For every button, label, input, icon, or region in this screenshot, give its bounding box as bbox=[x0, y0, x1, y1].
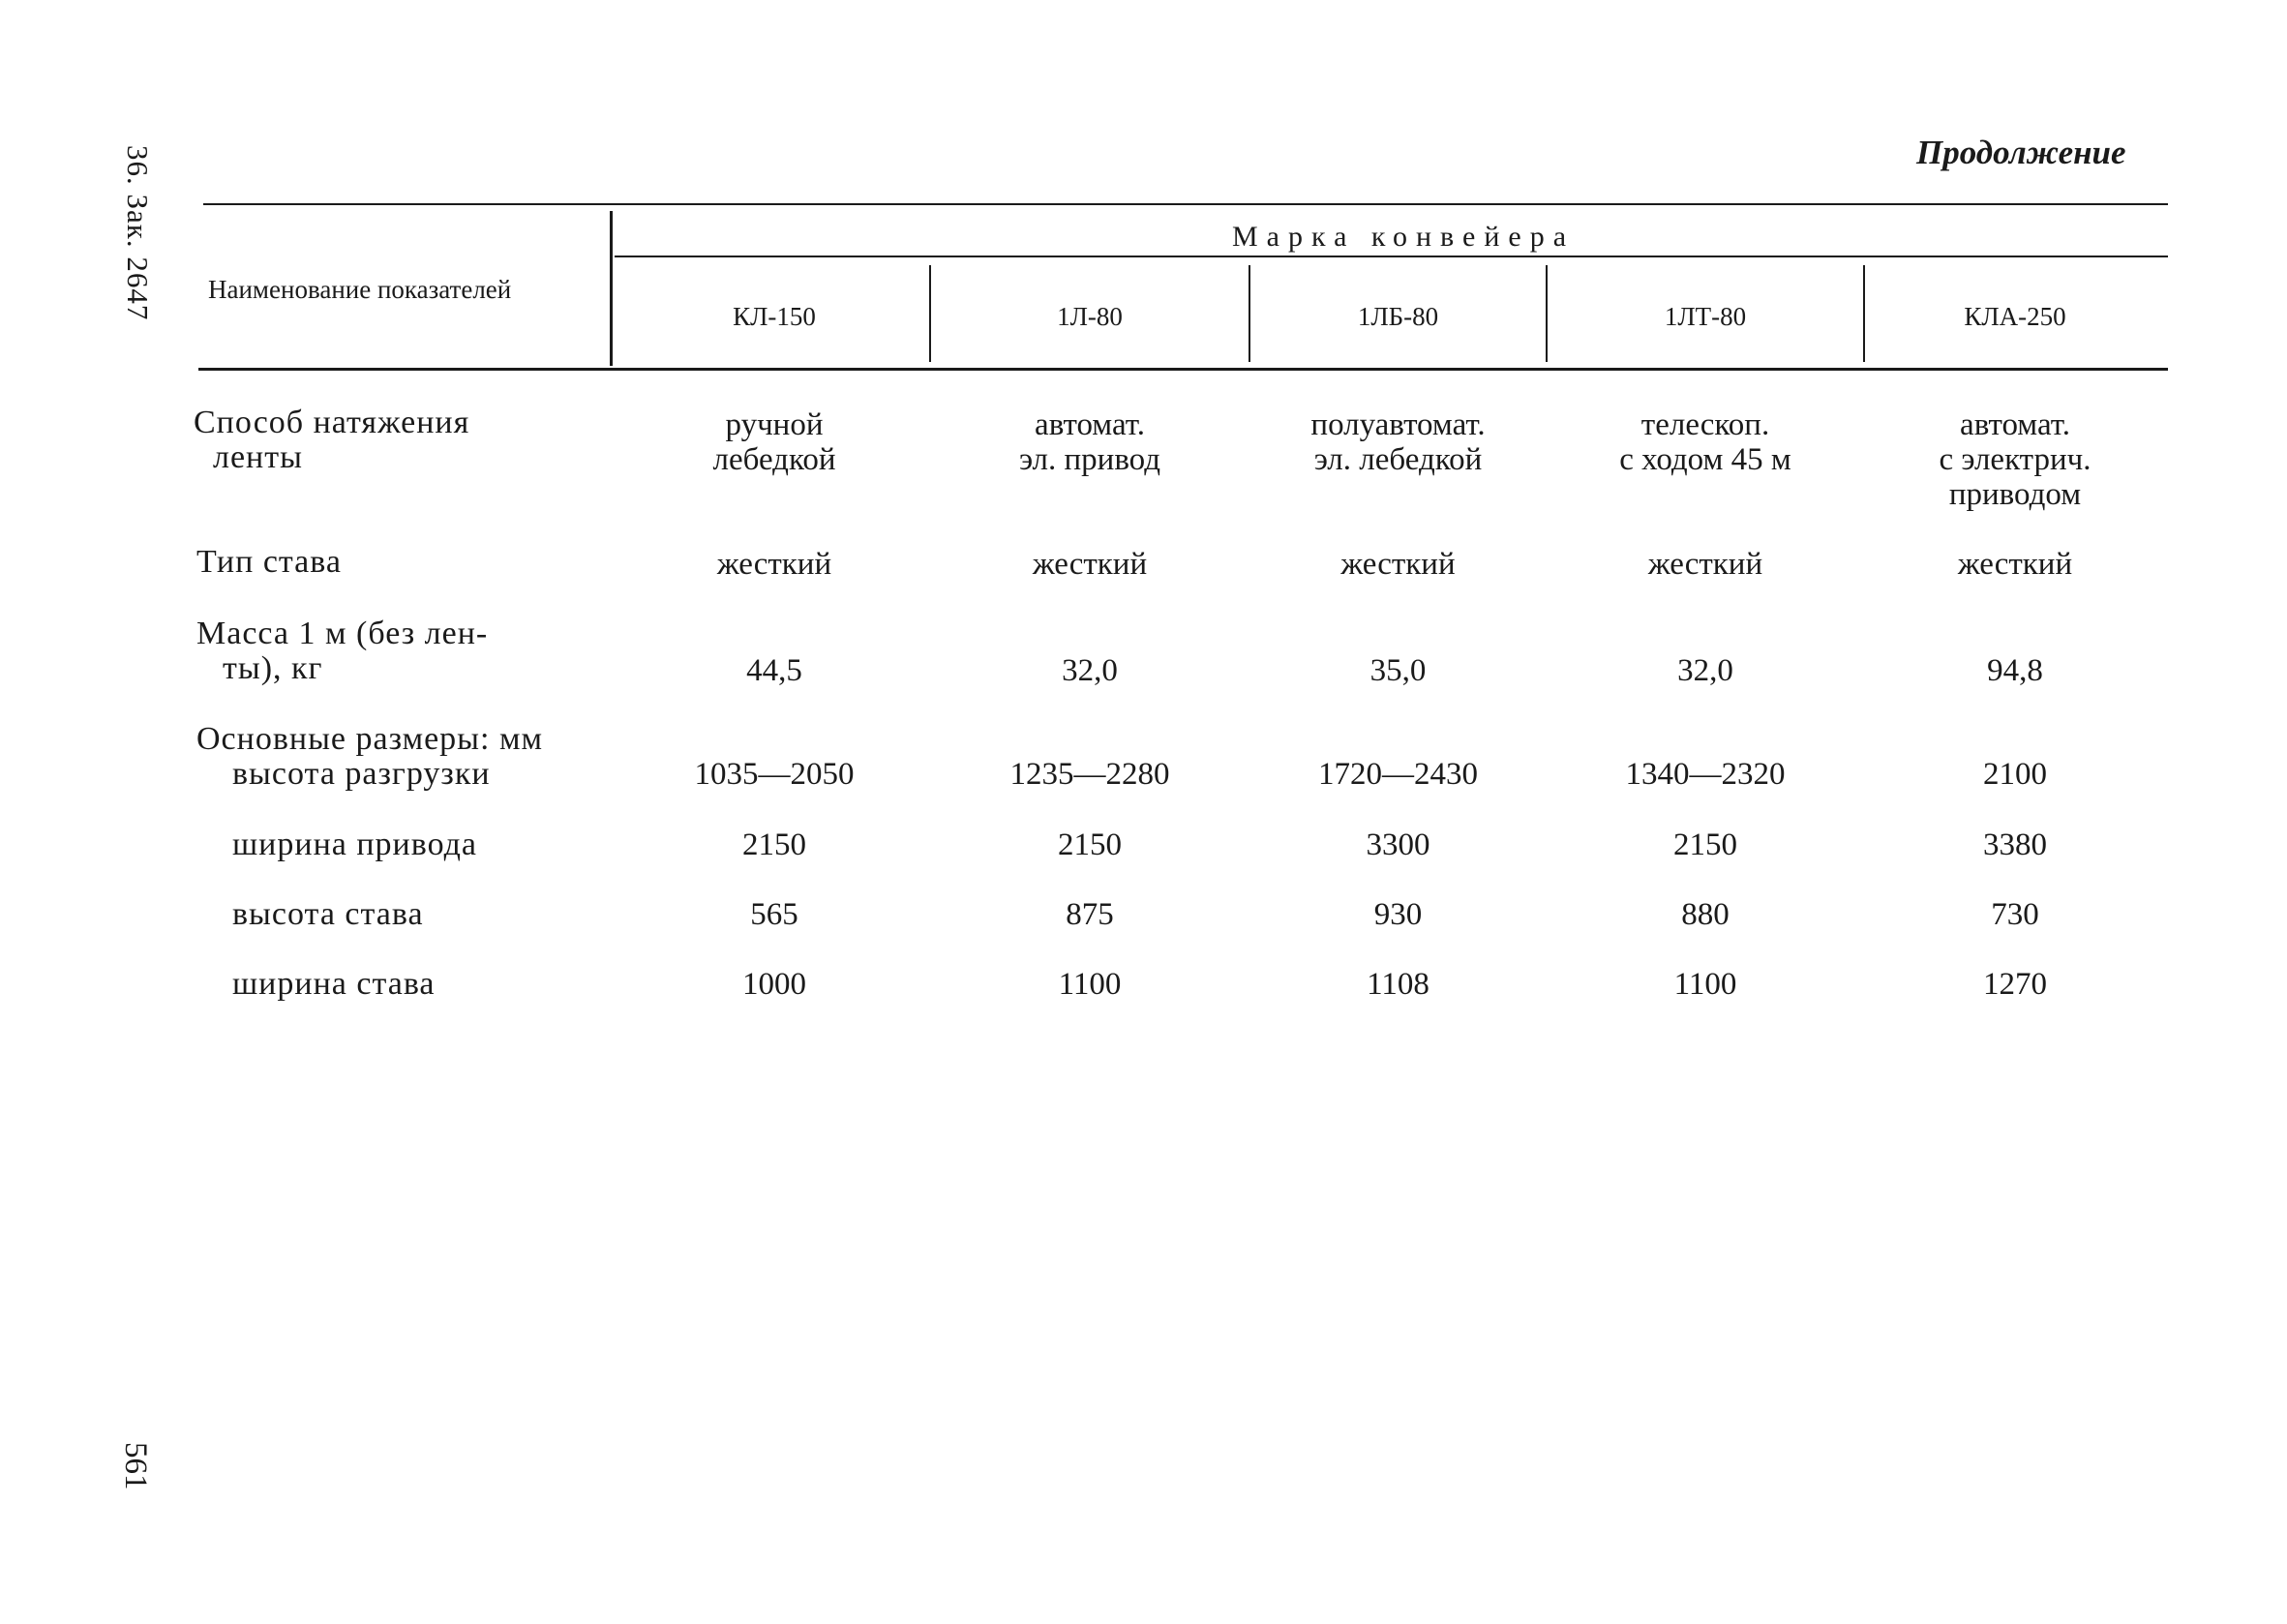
cell-drivewidth-1lb80: 3300 bbox=[1366, 827, 1430, 862]
cell-framewidth-1lb80: 1108 bbox=[1367, 967, 1429, 1002]
cell-frameheight-kla250: 730 bbox=[1991, 897, 2039, 932]
cell-frametype-kl150: жесткий bbox=[716, 547, 832, 582]
header-name-column: Наименование показателей bbox=[208, 275, 512, 304]
cell-unload-1lb80: 1720—2430 bbox=[1318, 757, 1478, 792]
continuation-label: Продолжение bbox=[1916, 134, 2126, 171]
cell-tension-1lb80-l1: полуавтомат. bbox=[1310, 407, 1486, 442]
cell-unload-1l80: 1235—2280 bbox=[1009, 757, 1170, 792]
cell-drivewidth-kla250: 3380 bbox=[1983, 827, 2047, 862]
cell-drivewidth-kl150: 2150 bbox=[742, 827, 806, 862]
row-label-tension-line1: Способ натяжения bbox=[194, 405, 470, 440]
cell-framewidth-1lt80: 1100 bbox=[1673, 967, 1737, 1002]
page-margin-order-number: 36. Зак. 2647 bbox=[121, 145, 155, 321]
cell-drivewidth-1lt80: 2150 bbox=[1673, 827, 1737, 862]
cell-framewidth-kla250: 1270 bbox=[1983, 967, 2047, 1002]
row-label-unload-height: высота разгрузки bbox=[232, 756, 491, 792]
row-label-frame-height: высота става bbox=[232, 896, 424, 932]
cell-frameheight-1lb80: 930 bbox=[1373, 897, 1423, 932]
cell-tension-kl150-l2: лебедкой bbox=[712, 442, 836, 477]
cell-unload-kla250: 2100 bbox=[1983, 757, 2047, 792]
cell-tension-kla250-l3: приводом bbox=[1948, 477, 2082, 512]
page-number: 561 bbox=[118, 1442, 153, 1490]
row-label-mass-line1: Масса 1 м (без лен- bbox=[196, 616, 489, 651]
cell-frameheight-kl150: 565 bbox=[750, 897, 798, 932]
cell-tension-1l80-l2: эл. привод bbox=[1018, 442, 1161, 477]
cell-tension-1lb80-l2: эл. лебедкой bbox=[1313, 442, 1483, 477]
header-group-title: Марка конвейера bbox=[1231, 221, 1576, 253]
cell-tension-1lt80-l1: телескоп. bbox=[1640, 407, 1770, 442]
cell-frameheight-1lt80: 880 bbox=[1681, 897, 1730, 932]
header-model-1lb80: 1ЛБ-80 bbox=[1357, 302, 1439, 331]
cell-mass-kla250: 94,8 bbox=[1987, 653, 2043, 688]
header-model-kla250: КЛА-250 bbox=[1964, 302, 2066, 331]
header-model-1lt80: 1ЛТ-80 bbox=[1664, 302, 1747, 331]
cell-frametype-1l80: жесткий bbox=[1032, 547, 1148, 582]
cell-framewidth-1l80: 1100 bbox=[1058, 967, 1122, 1002]
header-mid-rule bbox=[615, 256, 2168, 257]
cell-tension-kla250-l1: автомат. bbox=[1960, 407, 2070, 442]
header-name-divider bbox=[610, 211, 613, 366]
cell-tension-1lt80-l2: с ходом 45 м bbox=[1619, 442, 1791, 477]
cell-frameheight-1l80: 875 bbox=[1066, 897, 1114, 932]
header-model-kl150: КЛ-150 bbox=[733, 302, 816, 331]
cell-tension-kl150-l1: ручной bbox=[725, 407, 824, 442]
row-label-main-dimensions: Основные размеры: мм bbox=[196, 721, 543, 757]
cell-unload-kl150: 1035—2050 bbox=[694, 757, 855, 792]
cell-mass-kl150: 44,5 bbox=[746, 653, 802, 688]
cell-frametype-kla250: жесткий bbox=[1957, 547, 2073, 582]
cell-drivewidth-1l80: 2150 bbox=[1058, 827, 1122, 862]
cell-mass-1lt80: 32,0 bbox=[1677, 653, 1733, 688]
cell-mass-1l80: 32,0 bbox=[1062, 653, 1118, 688]
row-label-frame-type: Тип става bbox=[196, 544, 342, 580]
cell-frametype-1lb80: жесткий bbox=[1340, 547, 1456, 582]
header-model-1l80: 1Л-80 bbox=[1057, 302, 1123, 331]
row-label-drive-width: ширина привода bbox=[232, 827, 477, 862]
cell-frametype-1lt80: жесткий bbox=[1647, 547, 1763, 582]
cell-unload-1lt80: 1340—2320 bbox=[1625, 757, 1786, 792]
cell-framewidth-kl150: 1000 bbox=[742, 967, 806, 1002]
cell-mass-1lb80: 35,0 bbox=[1369, 653, 1427, 688]
header-top-rule bbox=[203, 203, 2168, 205]
row-label-mass-line2: ты), кг bbox=[223, 650, 323, 686]
cell-tension-kla250-l2: с электрич. bbox=[1939, 442, 2091, 477]
cell-tension-1l80-l1: автомат. bbox=[1035, 407, 1145, 442]
header-bottom-rule bbox=[198, 368, 2168, 371]
row-label-frame-width: ширина става bbox=[232, 966, 436, 1002]
row-label-tension-line2: ленты bbox=[213, 439, 303, 475]
